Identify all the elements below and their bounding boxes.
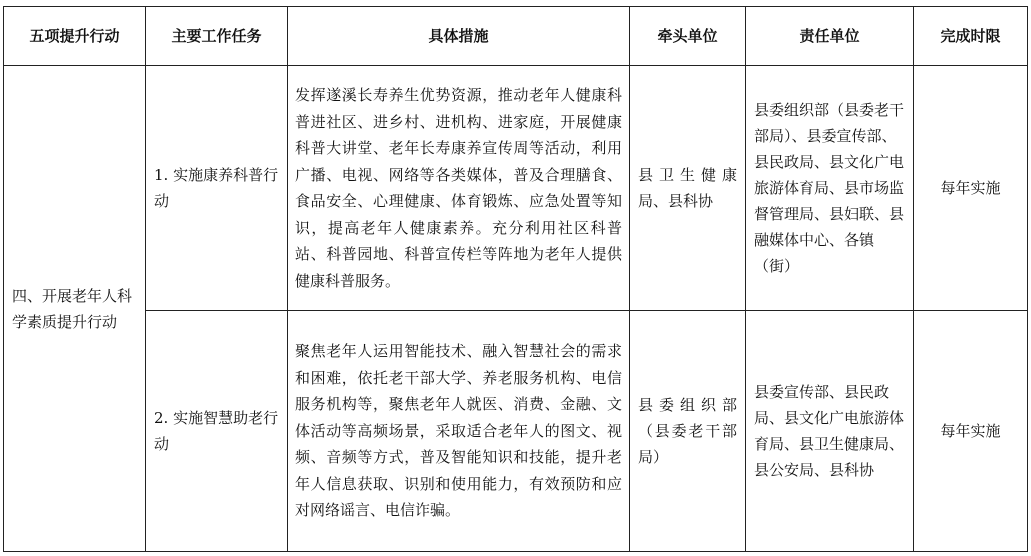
task-table [3, 6, 1028, 552]
table-row [4, 311, 1028, 552]
task-cell: 2. 实施智慧助老行动 [146, 311, 288, 552]
header-action: 五项提升行动 [4, 7, 146, 66]
responsible-unit-cell: 县委宣传部、县民政局、县文化广电旅游体育局、县卫生健康局、县公安局、县科协 [746, 311, 914, 552]
header-row [4, 7, 1028, 66]
deadline-cell: 每年实施 [914, 311, 1028, 552]
header-task: 主要工作任务 [146, 7, 288, 66]
responsible-unit-cell: 县委组织部（县委老干部局）、县委宣传部、县民政局、县文化广电旅游体育局、县市场监督管理局、县妇联、县融媒体中心、各镇（街） [746, 66, 914, 311]
header-lead-unit: 牵头单位 [630, 7, 746, 66]
header-deadline: 完成时限 [914, 7, 1028, 66]
table-row [4, 66, 1028, 311]
header-measure: 具体措施 [288, 7, 630, 66]
header-responsible-unit: 责任单位 [746, 7, 914, 66]
action-cell: 四、开展老年人科学素质提升行动 [4, 66, 146, 552]
lead-unit-cell: 县卫生健康局、县科协 [630, 66, 746, 311]
task-cell: 1. 实施康养科普行动 [146, 66, 288, 311]
deadline-cell: 每年实施 [914, 66, 1028, 311]
measure-cell: 发挥遂溪长寿养生优势资源，推动老年人健康科普进社区、进乡村、进机构、进家庭，开展健康科普大讲堂、老年长寿康养宣传周等活动，利用广播、电视、网络等各类媒体，普及合理膳食、食品安全、心理健康、体育锻炼、应急处置等知识，提高老年人健康素养。充分利用社区科普站、科普园地、科普宣传栏等阵地为老年人提供健康科普服务。 [288, 66, 630, 311]
measure-cell: 聚焦老年人运用智能技术、融入智慧社会的需求和困难，依托老干部大学、养老服务机构、电信服务机构等，聚焦老年人就医、消费、金融、文体活动等高频场景，采取适合老年人的图文、视频、音频等方式，普及智能知识和技能，提升老年人信息获取、识别和使用能力，有效预防和应对网络谣言、电信诈骗。 [288, 311, 630, 552]
lead-unit-cell: 县委组织部（县委老干部局） [630, 311, 746, 552]
